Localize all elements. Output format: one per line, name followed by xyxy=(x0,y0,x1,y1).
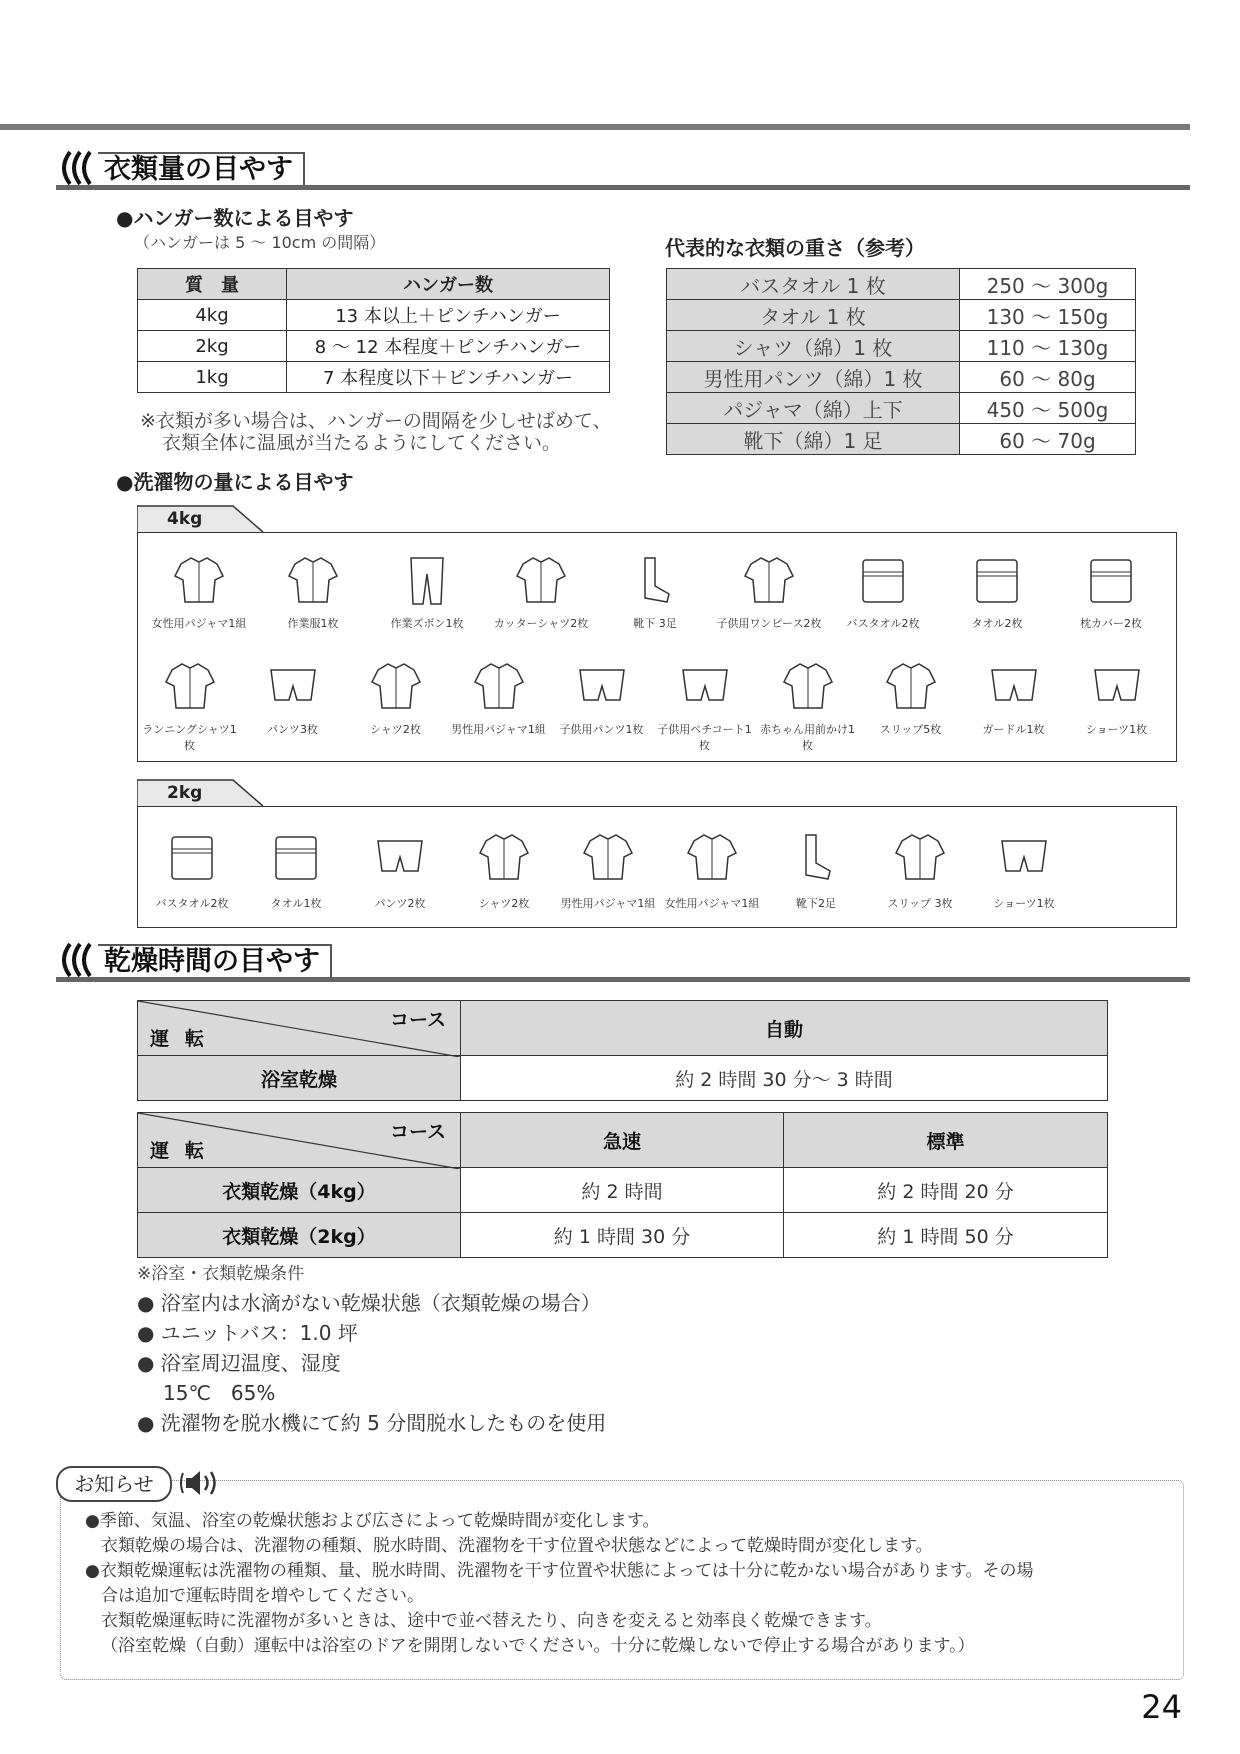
panel-2kg xyxy=(137,806,1177,928)
garment-item xyxy=(940,545,1054,631)
hanger-note: （ハンガーは 5 〜 10cm の間隔） xyxy=(134,233,386,252)
garment-item xyxy=(142,545,256,631)
condition-item: 15℃ 65% xyxy=(163,1381,276,1405)
garment-icon xyxy=(776,651,840,721)
garment-label: バスタオル2枚 xyxy=(846,617,920,630)
garment-icon xyxy=(982,651,1046,721)
garment-icon xyxy=(261,651,325,721)
course-label: コース xyxy=(389,1121,446,1143)
garment-label: パンツ3枚 xyxy=(267,723,318,736)
section-rule xyxy=(56,185,1190,190)
table-cell: 約 1 時間 30 分 xyxy=(461,1213,784,1258)
garment-icon xyxy=(784,819,848,895)
course-label: コース xyxy=(389,1009,446,1031)
garment-item xyxy=(1054,545,1168,631)
page-number: 24 xyxy=(1141,1688,1182,1726)
condition-item: ● 浴室周辺温度、湿度 xyxy=(137,1351,341,1375)
garment-label: 枕カバー2枚 xyxy=(1080,617,1142,630)
garment-item xyxy=(447,651,550,737)
garment-item xyxy=(598,545,712,631)
diagonal-header-cell xyxy=(138,1001,461,1056)
table-row xyxy=(667,393,1136,424)
table-row xyxy=(138,300,610,331)
garment-label: 子供用パンツ1枚 xyxy=(559,723,644,736)
conditions-title: ※浴室・衣類乾燥条件 xyxy=(137,1264,305,1284)
table-cell: 250 〜 300g xyxy=(960,269,1136,300)
hanger-remark xyxy=(140,410,612,454)
row-header: 浴室乾燥 xyxy=(138,1056,461,1101)
table-cell: 約 2 時間 xyxy=(461,1168,784,1213)
tag-2kg: 2kg xyxy=(167,783,203,803)
garment-icon xyxy=(368,819,432,895)
operation-label: 運転 xyxy=(150,1028,221,1050)
section-heading-clothing-amount xyxy=(56,148,336,188)
chevron-decoration-icon xyxy=(56,148,102,188)
garment-item xyxy=(653,651,756,753)
notice-line: ●季節、気温、浴室の乾燥状態および広さによって乾燥時間が変化します。 xyxy=(85,1511,660,1531)
table-row xyxy=(667,424,1136,455)
garment-label: スリップ5枚 xyxy=(879,723,942,736)
table-cell: 110 〜 130g xyxy=(960,331,1136,362)
table-row xyxy=(138,1213,1108,1258)
garment-icon xyxy=(680,819,744,895)
row-header: 衣類乾燥（4kg） xyxy=(138,1168,461,1213)
garment-label: ランニングシャツ1枚 xyxy=(142,723,237,752)
table-cell: 13 本以上＋ピンチハンガー xyxy=(287,300,610,331)
garment-icon xyxy=(160,819,224,895)
garment-item xyxy=(344,651,447,737)
table-cell: 約 2 時間 20 分 xyxy=(784,1168,1108,1213)
garment-item xyxy=(556,819,660,911)
row-header: 衣類乾燥（2kg） xyxy=(138,1213,461,1258)
garment-label: 靴下2足 xyxy=(796,897,836,910)
table-cell: 2kg xyxy=(138,331,287,362)
notice-label: お知らせ xyxy=(56,1466,172,1502)
garment-item xyxy=(550,651,653,737)
garment-item xyxy=(484,545,598,631)
table-cell: 60 〜 70g xyxy=(960,424,1136,455)
remark-line: ※衣類が多い場合は、ハンガーの間隔を少しせばめて、 xyxy=(140,410,612,432)
weights-heading: 代表的な衣類の重さ（参考） xyxy=(665,236,925,260)
garment-label: バスタオル2枚 xyxy=(155,897,229,910)
table-row xyxy=(138,331,610,362)
garment-icon xyxy=(509,545,573,615)
garment-item xyxy=(452,819,556,911)
garment-icon xyxy=(623,545,687,615)
table-row xyxy=(667,362,1136,393)
table-cell: シャツ（綿）1 枚 xyxy=(667,331,960,362)
table-cell: 靴下（綿）1 足 xyxy=(667,424,960,455)
garment-icon xyxy=(395,545,459,615)
drying-table-bath xyxy=(137,1000,1108,1101)
garment-label: 靴下 3足 xyxy=(633,617,677,630)
table-cell: バスタオル 1 枚 xyxy=(667,269,960,300)
garment-item xyxy=(972,819,1076,911)
table-row xyxy=(138,1056,1108,1101)
garment-item xyxy=(241,651,344,737)
garment-label: スリップ 3枚 xyxy=(887,897,953,910)
table-row xyxy=(667,300,1136,331)
garment-label: 男性用パジャマ1組 xyxy=(560,897,656,910)
garment-label: 女性用パジャマ1組 xyxy=(151,617,247,630)
diagonal-header-cell xyxy=(138,1113,461,1168)
garment-item xyxy=(962,651,1065,737)
garment-item xyxy=(138,651,241,753)
section-rule xyxy=(56,977,1190,982)
table-cell: 7 本程度以下＋ピンチハンガー xyxy=(287,362,610,393)
garment-label: 作業ズボン1枚 xyxy=(390,617,464,630)
garment-label: ガードル1枚 xyxy=(982,723,1045,736)
garment-icon xyxy=(167,545,231,615)
garment-icon xyxy=(570,651,634,721)
garment-label: シャツ2枚 xyxy=(478,897,530,910)
top-rule xyxy=(0,124,1190,130)
table-cell: 男性用パンツ（綿）1 枚 xyxy=(667,362,960,393)
notice-box xyxy=(60,1480,1184,1680)
weights-table xyxy=(666,268,1136,455)
garment-icon xyxy=(467,651,531,721)
garment-label: 赤ちゃん用前かけ1枚 xyxy=(760,723,855,752)
table-cell: 8 〜 12 本程度＋ピンチハンガー xyxy=(287,331,610,362)
garment-label: 子供用ペチコート1枚 xyxy=(657,723,752,752)
garment-label: 男性用パジャマ1組 xyxy=(451,723,546,736)
drying-table-clothes xyxy=(137,1112,1108,1258)
section-heading-drying-time xyxy=(56,940,356,980)
notice-line: 衣類乾燥の場合は、洗濯物の種類、脱水時間、洗濯物を干す位置や状態などによって乾燥時間が変化します。 xyxy=(101,1536,933,1556)
table-row xyxy=(667,269,1136,300)
garment-label: 子供用ワンピース2枚 xyxy=(716,617,822,630)
remark-line: 衣類全体に温風が当たるようにしてください。 xyxy=(162,432,562,454)
notice-line: 合は追加で運転時間を増やしてください。 xyxy=(101,1586,424,1606)
garment-icon xyxy=(879,651,943,721)
garment-label: 女性用パジャマ1組 xyxy=(664,897,760,910)
garment-icon xyxy=(851,545,915,615)
garment-item xyxy=(660,819,764,911)
garment-icon xyxy=(576,819,640,895)
column-header-auto: 自動 xyxy=(461,1001,1108,1056)
condition-item: ● 浴室内は水滴がない乾燥状態（衣類乾燥の場合） xyxy=(137,1291,601,1315)
table-row xyxy=(138,362,610,393)
notice-line: 衣類乾燥運転時に洗濯物が多いときは、途中で並べ替えたり、向きを変えると効率良く乾燥できます。 xyxy=(101,1611,882,1631)
notice-line: （浴室乾燥（自動）運転中は浴室のドアを開閉しないでください。十分に乾燥しないで停止する場合があります。） xyxy=(101,1636,975,1656)
amount-heading: ●洗濯物の量による目やす xyxy=(116,470,354,494)
notice-body xyxy=(85,1509,1175,1659)
column-header-quick: 急速 xyxy=(461,1113,784,1168)
table-row xyxy=(667,331,1136,362)
panel-4kg xyxy=(137,532,1177,762)
garment-icon xyxy=(264,819,328,895)
garment-item xyxy=(859,651,962,737)
garment-label: タオル1枚 xyxy=(270,897,322,910)
garment-item xyxy=(348,819,452,911)
hanger-table xyxy=(137,268,610,393)
table-cell: 約 2 時間 30 分〜 3 時間 xyxy=(461,1056,1108,1101)
garment-label: シャツ2枚 xyxy=(370,723,421,736)
garment-item xyxy=(256,545,370,631)
speaker-icon xyxy=(180,1466,228,1500)
condition-item: ● 洗濯物を脱水機にて約 5 分間脱水したものを使用 xyxy=(137,1411,607,1435)
garment-item xyxy=(868,819,972,911)
garment-item xyxy=(1065,651,1168,737)
garment-item xyxy=(756,651,859,753)
garment-icon xyxy=(1079,545,1143,615)
table-cell: タオル 1 枚 xyxy=(667,300,960,331)
section-title: 衣類量の目やす xyxy=(98,152,305,186)
table-header: ハンガー数 xyxy=(287,269,610,300)
chevron-decoration-icon xyxy=(56,940,102,980)
section-title: 乾燥時間の目やす xyxy=(98,944,332,978)
column-header-standard: 標準 xyxy=(784,1113,1108,1168)
hanger-heading: ●ハンガー数による目やす xyxy=(116,206,354,230)
garment-label: カッターシャツ2枚 xyxy=(493,617,589,630)
operation-label: 運転 xyxy=(150,1140,221,1162)
garment-icon xyxy=(888,819,952,895)
condition-item: ● ユニットバス：1.0 坪 xyxy=(137,1321,358,1345)
garment-icon xyxy=(158,651,222,721)
garment-label: ショーツ1枚 xyxy=(993,897,1055,910)
garment-item xyxy=(244,819,348,911)
garment-item xyxy=(140,819,244,911)
garment-icon xyxy=(992,819,1056,895)
table-cell: 4kg xyxy=(138,300,287,331)
table-cell: 1kg xyxy=(138,362,287,393)
garment-label: ショーツ1枚 xyxy=(1085,723,1148,736)
garment-icon xyxy=(364,651,428,721)
garment-label: 作業服1枚 xyxy=(287,617,339,630)
garment-label: パンツ2枚 xyxy=(374,897,426,910)
garment-icon xyxy=(673,651,737,721)
conditions xyxy=(137,1260,606,1438)
table-row xyxy=(138,1168,1108,1213)
table-cell: 約 1 時間 50 分 xyxy=(784,1213,1108,1258)
table-cell: パジャマ（綿）上下 xyxy=(667,393,960,424)
garment-icon xyxy=(965,545,1029,615)
table-cell: 450 〜 500g xyxy=(960,393,1136,424)
garment-icon xyxy=(281,545,345,615)
table-header: 質 量 xyxy=(138,269,287,300)
garment-item xyxy=(826,545,940,631)
garment-item xyxy=(712,545,826,631)
garment-item xyxy=(370,545,484,631)
garment-icon xyxy=(737,545,801,615)
tag-4kg: 4kg xyxy=(167,509,203,529)
table-cell: 60 〜 80g xyxy=(960,362,1136,393)
garment-icon xyxy=(1085,651,1149,721)
garment-icon xyxy=(472,819,536,895)
notice-line: ●衣類乾燥運転は洗濯物の種類、量、脱水時間、洗濯物を干す位置や状態によっては十分に乾かない場合があります。その場 xyxy=(85,1561,1034,1581)
garment-label: タオル2枚 xyxy=(971,617,1023,630)
garment-item xyxy=(764,819,868,911)
table-cell: 130 〜 150g xyxy=(960,300,1136,331)
